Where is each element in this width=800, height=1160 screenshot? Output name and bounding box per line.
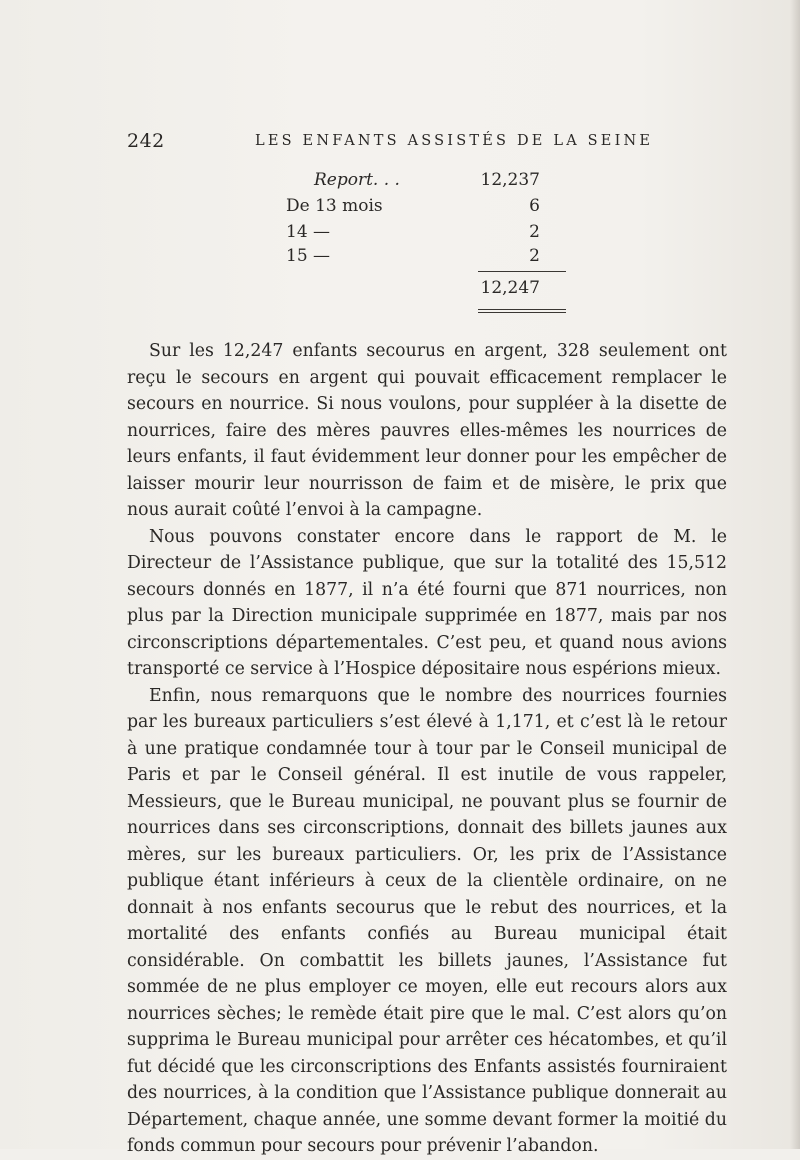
tally-value: 6 (529, 196, 540, 216)
paragraph: Nous pouvons constater encore dans le rapport de M. le Directeur de l’Assistance publique, que sur la totalité des 15,512 secours donnés en 1877, il n’a été fourni que 871 nourrices, non plus par la Direction municipale supprimée en 1877, mais par nos circonscriptions départementales. C’est peu, et quand nous avions transporté ce service à l’Hospice dépositaire nous espérions mieux. (127, 526, 727, 679)
double-rule-top (478, 309, 566, 310)
page-header (127, 130, 727, 154)
tally-row (280, 170, 580, 192)
page-number: 242 (127, 130, 165, 152)
tally-row (280, 222, 580, 244)
tally-row (280, 196, 580, 218)
body-text (127, 338, 727, 1160)
paragraph: Sur les 12,247 enfants secourus en argent, 328 seulement ont reçu le secours en argent qui pouvait efficacement remplacer le secours en nourrice. Si nous voulons, pour suppléer à la disette de nourrices, faire des mères pauvres elles-mêmes les nourrices de leurs enfants, il faut évidemment leur donner pour les empêcher de laisser mourir leur nourrisson de faim et de misère, le prix que nous aurait coûté l’envoi à la campagne. (127, 341, 727, 520)
running-title: LES ENFANTS ASSISTÉS DE LA SEINE (255, 133, 654, 149)
tally-total-row (280, 278, 580, 300)
tally-value: 2 (529, 246, 540, 266)
tally-total: 12,247 (480, 278, 540, 298)
page-edge-shadow (790, 0, 800, 1149)
paragraph: Enfin, nous remarquons que le nombre des nourrices fournies par les bureaux particuliers s’est élevé à 1,171, et c’est là le retour à une pratique condamnée tour à tour par le Conseil municipal de Paris et par le Conseil général. Il est inutile de vous rappeler, Messieurs, que le Bureau municipal, ne pouvant plus se fournir de nourrices dans ses circonscriptions, donnait des billets jaunes aux mères, sur les bureaux particuliers. Or, les prix de l’Assistance publique étant inférieurs à ceux de la clientèle ordinaire, on ne donnait à nos enfants secourus que le rebut des nourrices, et la mortalité des enfants confiés au Bureau municipal était considérable. On combattit les billets jaunes, l’Assistance fut sommée de ne plus employer ce moyen, elle eut recours alors aux nourrices sèches; le remède était pire que le mal. C’est alors qu’on supprima le Bureau municipal pour arrêter ces hécatombes, et qu’il fut décidé que les circonscriptions des Enfants assistés fourniraient des nourrices, à la condition que l’Assistance publique donnerait au Département, chaque année, une somme devant former la moitié du fonds commun pour secours pour prévenir l’abandon. (127, 685, 727, 1156)
tally-label: 14 — (286, 222, 331, 242)
tally-label: Report. . . (314, 170, 400, 190)
tally-label: De 13 mois (286, 196, 383, 216)
sum-rule (478, 271, 566, 272)
tally-table (280, 170, 580, 320)
tally-row (280, 246, 580, 268)
tally-value: 12,237 (480, 170, 540, 190)
tally-value: 2 (529, 222, 540, 242)
double-rule-bottom (478, 312, 566, 313)
tally-label: 15 — (286, 246, 331, 266)
